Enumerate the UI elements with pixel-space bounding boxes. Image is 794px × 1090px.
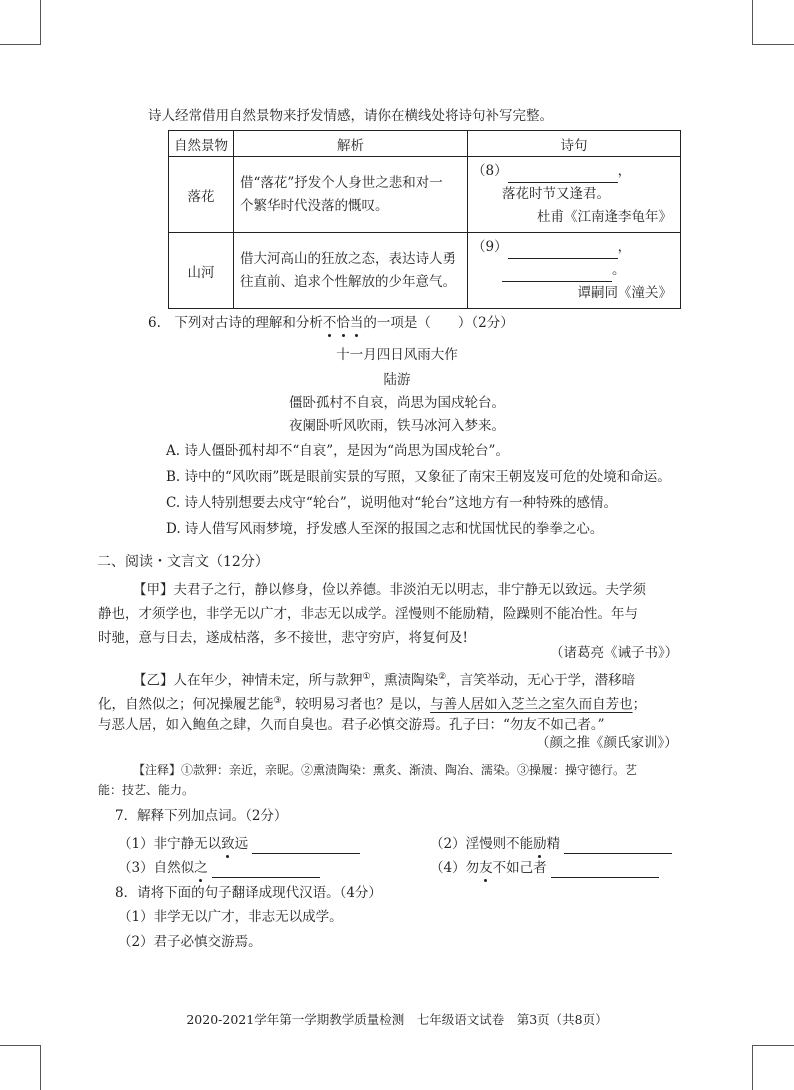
question-number: （9） — [472, 239, 508, 255]
answer-blank[interactable] — [502, 267, 612, 282]
answer-blank[interactable] — [212, 863, 320, 878]
passage-line: 静也，才须学也，非学无以广才，非志无以成学。淫慢则不能励精，险躁则不能冶性。年与 — [98, 606, 638, 622]
verse-source: 杜甫《江南逢李龟年》 — [537, 209, 672, 225]
punct: 。 — [612, 262, 626, 278]
q8-sentence-1: （1）非学无以广才，非志无以成学。 — [118, 909, 343, 925]
page-footer: 2020-2021学年第一学期教学质量检测 七年级语文试卷 第3页（共8页） — [186, 1012, 608, 1027]
table-row — [169, 233, 681, 309]
crop-mark — [0, 1045, 40, 1046]
verse-cell — [468, 233, 681, 309]
dot-char: 友 — [479, 860, 493, 876]
answer-blank[interactable] — [551, 863, 659, 878]
passage-tag: 【甲】 — [133, 582, 174, 598]
passage-line: 与恶人居，如入鲍鱼之肆，久而自臭也。君子必慎交游焉。孔子曰：“勿友不如己者。” — [98, 717, 605, 733]
scene-cell: 落花 — [169, 157, 234, 233]
option-c[interactable]: C. 诗人特别想要去戍守“轮台”，说明他对“轮台”这地方有一种特殊的感情。 — [166, 495, 618, 511]
question-7: 7．解释下列加点词。（2分） — [115, 808, 288, 824]
answer-blank[interactable] — [564, 839, 672, 854]
passage-jia: 【甲】夫君子之行，静以修身，俭以养德。非淡泊无以明志，非宁静无以致远。夫学须 — [133, 582, 646, 598]
dot-char: 励 — [533, 836, 547, 852]
passage-tag: 【乙】 — [133, 672, 174, 689]
passage-line: 化，自然似之；何况操履艺能③，较明易习者也？是以，与善人居如入芝兰之室久而自芳也； — [98, 696, 647, 713]
passage-yi: 【乙】人在年少，神情未定，所与款狎①，熏渍陶染②，言笑举动，无心于学，潜移暗 — [133, 672, 636, 689]
q7-item-2: （2）淫慢则不能励精 — [430, 834, 672, 854]
dot-char: 恰 — [336, 315, 350, 331]
answer-blank[interactable] — [508, 168, 618, 183]
scene-cell: 山河 — [169, 233, 234, 309]
crop-mark — [752, 1045, 794, 1046]
annotation: 能：技艺、能力。 — [98, 783, 195, 797]
q7-item-1: （1）非宁静无以致远 — [118, 834, 360, 854]
poem-title: 十一月四日风雨大作 — [336, 347, 458, 363]
table-header: 解析 — [234, 131, 468, 157]
poem-line: 僵卧孤村不自哀，尚思为国戍轮台。 — [289, 395, 505, 411]
poem-line: 夜阑卧听风吹雨，铁马冰河入梦来。 — [289, 418, 505, 434]
section-heading: 二、阅读・文言文（12分） — [97, 554, 269, 570]
question-number: （8） — [472, 163, 508, 179]
option-d[interactable]: D. 诗人借写风雨梦境，抒发感人至深的报国之志和忧国忧民的拳拳之心。 — [166, 521, 604, 537]
analysis-line: 借大河高山的狂放之态，表达诗人勇 — [240, 250, 456, 267]
option-b[interactable]: B. 诗中的“风吹雨”既是眼前实景的写照，又象征了南宋王朝岌岌可危的处境和命运。 — [166, 469, 671, 485]
footnote-mark: ② — [438, 672, 447, 682]
analysis-line: 往直前、追求个性解放的少年意气。 — [240, 273, 456, 290]
footnote-mark: ③ — [273, 696, 282, 706]
dot-char: 当 — [349, 315, 364, 331]
crop-mark — [0, 44, 40, 45]
answer-blank[interactable] — [508, 244, 618, 259]
crop-mark — [752, 44, 794, 45]
underlined-sentence: 与善人居如入芝兰之室久而自芳也 — [430, 696, 633, 713]
option-a[interactable]: A. 诗人僵卧孤村却不“自哀”，是因为“尚思为国戍轮台”。 — [166, 443, 509, 459]
dot-char: 致 — [221, 836, 235, 852]
crop-mark — [40, 0, 41, 45]
q8-sentence-2: （2）君子必慎交游焉。 — [118, 934, 262, 950]
q7-item-3: （3）自然似之 — [118, 858, 320, 878]
emphasis-dotted — [323, 315, 364, 331]
punct: ， — [617, 239, 632, 255]
analysis-cell — [234, 157, 468, 233]
passage-source: （颜之推《颜氏家训》） — [536, 735, 678, 751]
verse-cell — [468, 157, 681, 233]
table-header: 自然景物 — [169, 131, 234, 157]
answer-blank[interactable] — [252, 839, 360, 854]
crop-mark — [752, 0, 753, 45]
table-row — [169, 157, 681, 233]
poem-table — [168, 130, 681, 309]
footnote-mark: ① — [362, 672, 371, 682]
passage-line: 时驰，意与日去，遂成枯落，多不接世，悲守穷庐，将复何及! — [98, 630, 468, 646]
analysis-line: 个繁华时代没落的慨叹。 — [240, 197, 389, 214]
table-header: 诗句 — [468, 131, 681, 157]
annotation: 【注释】①款狎：亲近，亲昵。②熏渍陶染：熏炙、渐渍、陶冶、濡染。③操履：操守德行。艺 — [133, 763, 638, 777]
dot-char: 不 — [322, 315, 337, 331]
crop-mark — [752, 1045, 753, 1090]
intro-text: 诗人经常借用自然景物来抒发情感，请你在横线处将诗句补写完整。 — [148, 108, 553, 124]
passage-source: （诸葛亮《诫子书》） — [550, 645, 679, 661]
verse-line: 落花时节又逢君。 — [502, 186, 610, 202]
punct: ， — [617, 163, 632, 179]
question-6: 6. 下列对古诗的理解和分析不恰当的一项是（ ）（2分） — [148, 315, 514, 331]
verse-source: 谭嗣同《潼关》 — [577, 285, 672, 301]
q7-item-4: （4）勿友不如己者 — [430, 858, 659, 878]
poem-author: 陆游 — [383, 372, 411, 388]
crop-mark — [40, 1045, 41, 1090]
dot-char: 之 — [194, 860, 208, 876]
analysis-cell — [234, 233, 468, 309]
analysis-line: 借“落花”抒发个人身世之悲和对一 — [240, 174, 443, 191]
question-8: 8．请将下面的句子翻译成现代汉语。（4分） — [115, 885, 382, 901]
